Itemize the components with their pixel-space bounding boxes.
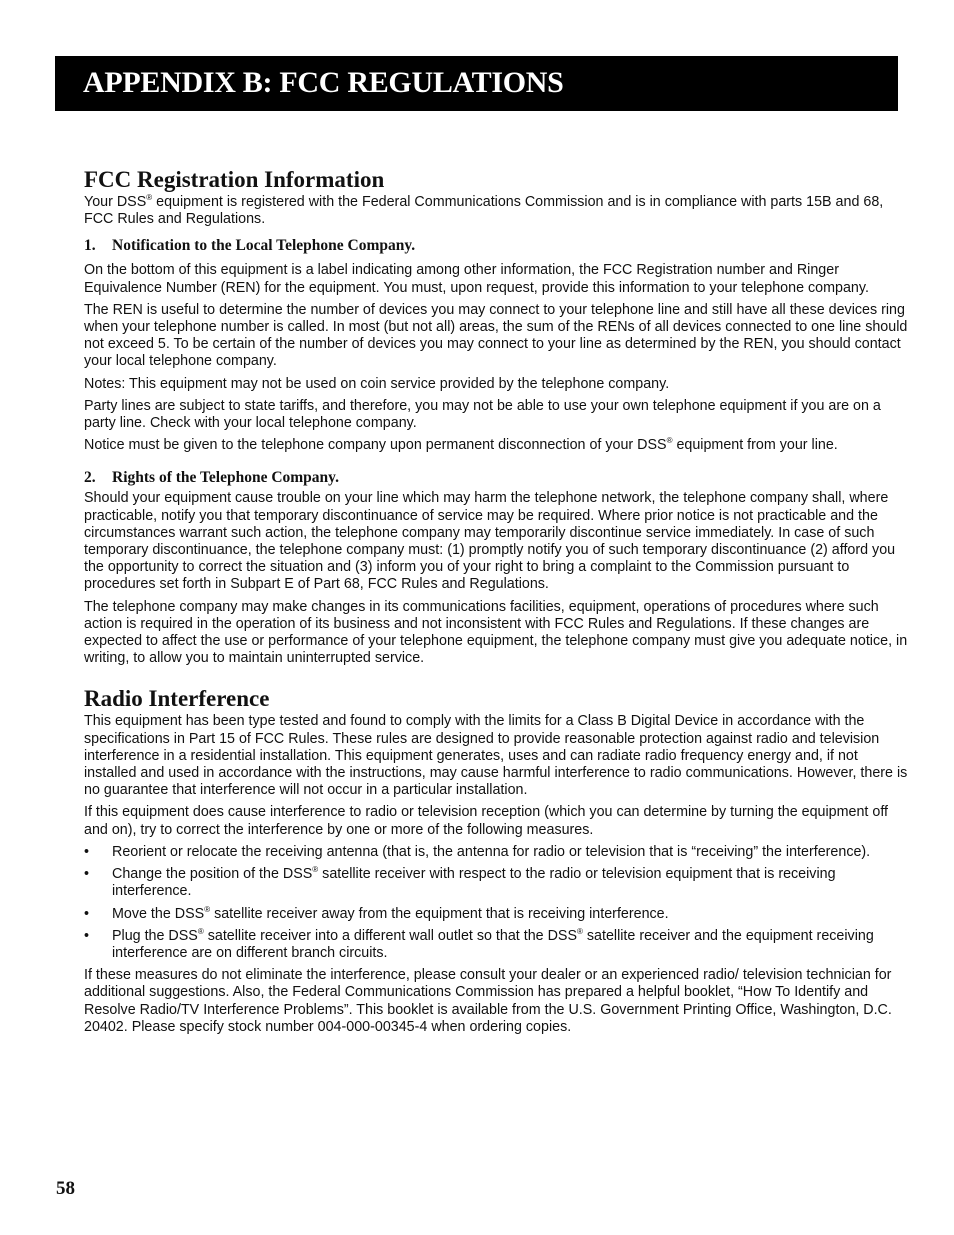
notification-paragraph-ren: The REN is useful to determine the number of devices you may connect to your telephone line and still have all these devices ring when your telephone number is called. In most (but not all) areas, the sum of the RENs of all devices connected to one line should not exceed 5. To be certain of the number of devices you may connect to your line as determined by the REN, you should contact your local telephone company. [84, 301, 908, 370]
disconnection-text-b: equipment from your line. [672, 437, 838, 454]
measures-list [84, 844, 910, 962]
list-item [84, 928, 910, 962]
measure-text: satellite receiver into a different wall outlet so that the DSS [203, 927, 577, 944]
registered-mark: ® [197, 926, 204, 936]
list-item [84, 906, 910, 923]
notification-number: 1. [84, 237, 96, 255]
fcc-intro-text-a: Your DSS [84, 194, 147, 210]
measure-text: satellite receiver and the equipment receiving interference are on different branch circuits. [112, 927, 874, 961]
measure-text: satellite receiver with respect to the radio or television equipment that is receiving interference. [112, 866, 836, 900]
registered-mark: ® [577, 926, 583, 936]
measure-text: Plug the DSS [112, 927, 198, 944]
disconnection-text-a: Notice must be given to the telephone company upon permanent disconnection of your DSS [84, 437, 667, 454]
rights-heading [84, 468, 910, 488]
rights-number: 2. [84, 469, 96, 487]
list-item: • Reorient or relocate the receiving antenna (that is, the antenna for radio or television that is “receiving” the interference). [84, 844, 910, 861]
registered-mark: ® [146, 193, 153, 203]
list-item [84, 866, 910, 900]
measure-text: Change the position of the DSS [112, 866, 313, 883]
notification-heading [84, 236, 910, 256]
page-number: 58 [56, 1178, 75, 1199]
registered-mark: ® [204, 904, 211, 914]
radio-paragraph-booklet: If these measures do not eliminate the interference, please consult your dealer or an experienced radio/ television technician for additional suggestions. Also, the Federal Communications Commission has prepared a helpful booklet, “How To Identify and Resolve Radio/TV Interference Problems”. This booklet is available from the U.S. Government Printing Office, Washington, D.C. 20402. Please specify stock number 004-000-00345-4 when ordering copies. [84, 967, 892, 1035]
measure-text: satellite receiver away from the equipment that is receiving interference. [210, 905, 669, 922]
page-title: APPENDIX B: FCC REGULATIONS [83, 66, 564, 99]
radio-paragraph-measures: If this equipment does cause interference to radio or television reception (which you can determine by turning the equipment off and on), try to correct the interference by one or more of the following measures. [84, 804, 889, 838]
notification-paragraph-disconnection [84, 437, 910, 454]
main-content [84, 166, 910, 1041]
rights-title: Rights of the Telephone Company. [112, 469, 339, 487]
radio-interference-section [84, 685, 910, 1035]
notification-paragraph-coin: Notes: This equipment may not be used on coin service provided by the telephone company. [84, 375, 670, 392]
fcc-intro-text-b: equipment is registered with the Federal Communications Commission and is in compliance with parts 15B and 68, FCC Rules and Regulations. [84, 194, 884, 228]
notification-paragraph-party-lines: Party lines are subject to state tariffs, and therefore, you may not be able to use your own telephone equipment if you are on a party line. Check with your local telephone company. [84, 397, 881, 432]
radio-interference-heading: Radio Interference [84, 686, 270, 712]
fcc-registration-heading: FCC Registration Information [84, 167, 385, 192]
notification-paragraph-label: On the bottom of this equipment is a label indicating among other information, the FCC Registration number and Ringer Equivalence Number (REN) for the equipment. You must, upon request, provide this information to your telephone company. [84, 262, 869, 296]
registered-mark: ® [666, 436, 673, 446]
rights-paragraph-changes: The telephone company may make changes in its communications facilities, equipment, operations of procedures where such action is required in the operation of its business and not inconsistent with FCC Rules and Regulations. If these changes are expected to affect the use or performance of your telephone equipment, the telephone company must give you adequate notice, in writing, to allow you to maintain uninterrupted service. [84, 598, 908, 667]
notification-title: Notification to the Local Telephone Company. [112, 237, 416, 255]
registered-mark: ® [312, 865, 319, 875]
fcc-intro-paragraph [84, 194, 910, 228]
measure-text: Move the DSS [112, 905, 205, 922]
fcc-registration-section [84, 166, 910, 667]
radio-paragraph-compliance: This equipment has been type tested and found to comply with the limits for a Class B Digital Device in accordance with the specifications in Part 15 of FCC Rules. These rules are designed to provide reasonable protection against radio and television interference in a residential installation. This equipment generates, uses and can radiate radio frequency energy and, if not installed and used in accordance with the instructions, may cause harmful interference to radio communications. However, there is no guarantee that interference will not occur in a particular installation. [84, 713, 908, 799]
rights-paragraph-trouble: Should your equipment cause trouble on your line which may harm the telephone network, the telephone company shall, where practicable, notify you that temporary discontinuance of service may be required. Where prior notice is not practicable and the circumstances warrant such action, the telephone company may temporarily discontinue service immediately. In case of such temporary discontinuance, the telephone company must: (1) promptly notify you of such temporary discontinuance (2) afford you the opportunity to correct the situation and (3) inform you of your right to bring a complaint to the Commission pursuant to procedures set forth in Subpart E of Part 68, FCC Rules and Regulations. [84, 490, 896, 593]
title-banner [55, 56, 898, 111]
